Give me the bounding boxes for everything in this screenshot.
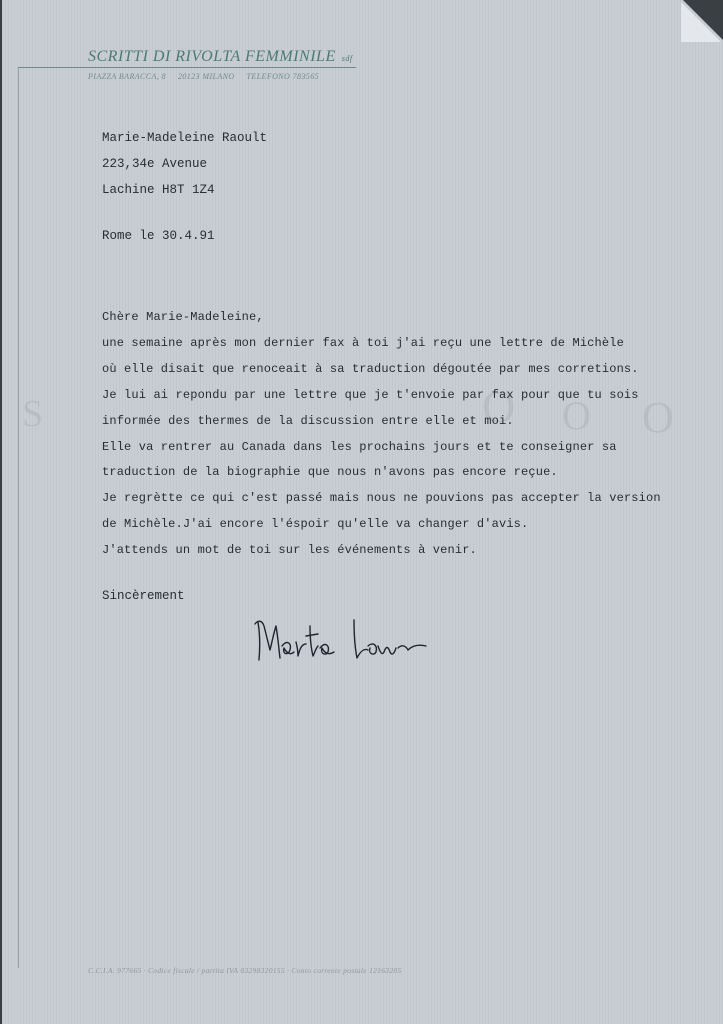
- closing: Sincèrement: [102, 589, 185, 603]
- show-through-mark: O: [642, 393, 674, 442]
- letterhead-title: SCRITTI DI RIVOLTA FEMMINILE sdf: [88, 48, 353, 65]
- body-line: Je regrètte ce qui c'est passé mais nous ne pouvions pas accepter la version: [102, 491, 661, 506]
- body-line: une semaine après mon dernier fax à toi j'ai reçu une lettre de Michèle: [102, 335, 624, 350]
- letter-page: [2, 0, 723, 1024]
- margin-rule: [18, 68, 19, 968]
- letterhead-footer: C.C.I.A. 977665 · Codice fiscale / partita IVA 03298320155 · Conto corrente postale 12163205: [88, 966, 402, 975]
- show-through-mark: O: [482, 381, 516, 432]
- letterhead-suffix: sdf: [341, 54, 353, 63]
- letter-body: [102, 305, 661, 564]
- recipient-block: [102, 125, 267, 203]
- body-line: informée des thermes de la discussion entre elle et moi.: [102, 413, 514, 428]
- handwritten-signature: [252, 612, 437, 666]
- body-line: traduction de la biographie que nous n'avons pas encore reçue.: [102, 465, 558, 480]
- show-through-mark: O: [562, 393, 591, 438]
- body-line: de Michèle.J'ai encore l'éspoir qu'elle va changer d'avis.: [102, 517, 529, 532]
- recipient-name: Marie-Madeleine Raoult: [102, 131, 268, 145]
- corner-shadow: [683, 0, 723, 40]
- letterhead-address: PIAZZA BARACCA, 8 20123 MILANO TELEFONO 783565: [88, 72, 320, 81]
- date-line: Rome le 30.4.91: [102, 229, 215, 243]
- recipient-city: Lachine H8T 1Z4: [102, 183, 215, 197]
- letterhead-divider: [18, 67, 356, 68]
- body-line: J'attends un mot de toi sur les événements à venir.: [102, 543, 477, 558]
- recipient-street: 223,34e Avenue: [102, 157, 208, 171]
- body-line: où elle disait que renoceait à sa traduction dégoutée par mes corretions.: [102, 361, 639, 376]
- body-line: Elle va rentrer au Canada dans les prochains jours et te conseigner sa: [102, 439, 617, 454]
- salutation: Chère Marie-Madeleine,: [102, 310, 264, 324]
- show-through-mark: S: [22, 393, 44, 435]
- body-line: Je lui ai repondu par une lettre que je t'envoie par fax pour que tu sois: [102, 387, 639, 402]
